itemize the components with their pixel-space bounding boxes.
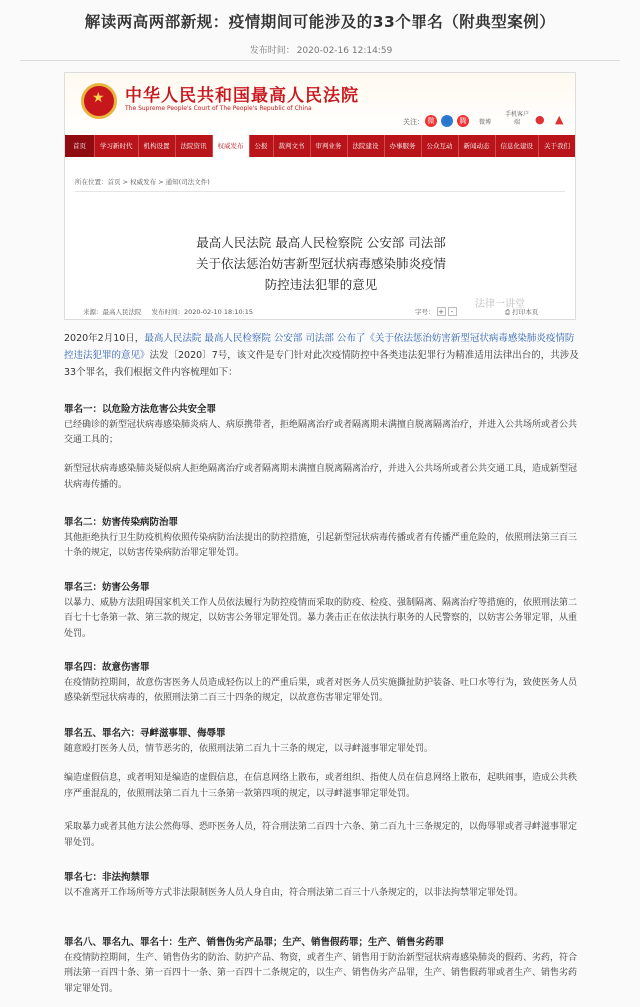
- doc-source: 来源：最高人民法院: [83, 308, 142, 316]
- nav-item[interactable]: 学习新时代: [95, 135, 139, 157]
- nav-item[interactable]: 办事服务: [385, 135, 422, 157]
- tencent-icon[interactable]: 腾: [457, 115, 469, 127]
- mobile-client-link[interactable]: 手机客户端: [505, 111, 530, 126]
- crime-paragraph: 已经确诊的新型冠状病毒感染肺炎病人、病原携带者，拒绝隔离治疗或者隔离期未满擅自脱离隔离治疗，并进入公共场所或者公共交通工具的；: [64, 419, 578, 445]
- intro-paragraph: 2020年2月10日，最高人民法院 最高人民检察院 公安部 司法部 公布了《关于依法惩治妨害新型冠状病毒感染肺炎疫情防控违法犯罪的意见》法发〔2020〕7号，该文件是专门针对此次疫情防控中各类违法犯罪行为精准适用法律出台的，共涉及33个罪名，我们根据文件内容梳理如下：: [64, 333, 579, 378]
- crime-paragraph: 随意殴打医务人员，情节恶劣的，依照刑法第二百九十三条的规定，以寻衅滋事罪定罪处罚。: [64, 743, 434, 754]
- court-screenshot: [64, 72, 576, 320]
- crime-heading: 罪名八、罪名九、罪名十：生产、销售伪劣产品罪；生产、销售假药罪；生产、销售劣药罪: [64, 937, 445, 948]
- breadcrumb-divider: [75, 191, 565, 192]
- doc-time: 发布时间：2020-02-10 18:10:15: [151, 308, 254, 316]
- nav-home[interactable]: 首页: [65, 135, 95, 157]
- crime-section: [64, 580, 579, 642]
- crime-paragraph: 以不准离开工作场所等方式非法限制医务人员人身自由，符合刑法第二百三十八条规定的，以非法拘禁罪定罪处罚。: [64, 887, 524, 898]
- crime-paragraph: 新型冠状病毒感染肺炎疑似病人拒绝隔离治疗或者隔离期未满擅自脱离隔离治疗，并进入公共场所或者公共交通工具，造成新型冠状病毒传播的。: [64, 464, 578, 490]
- font-increase-button[interactable]: +: [438, 308, 444, 316]
- nav-item[interactable]: 裁判文书: [274, 135, 311, 157]
- crime-paragraph: 其他拒绝执行卫生防疫机构依照传染病防治法提出的防控措施，引起新型冠状病毒传播或者有传播严重危险的，依照刑法第三百三十条的规定，以妨害传染病防治罪定罪处罚。: [64, 532, 578, 558]
- nav-item[interactable]: 审判业务: [311, 135, 348, 157]
- nav-item[interactable]: 法院资讯: [176, 135, 213, 157]
- doc-issuers: 最高人民法院 最高人民检察院 公安部 司法部: [196, 235, 446, 250]
- doc-title-line1: 关于依法惩治妨害新型冠状病毒感染肺炎疫情: [195, 256, 446, 271]
- watermark: 法律一讲堂: [475, 299, 525, 310]
- print-button[interactable]: ⎙ 打印本页: [505, 308, 539, 316]
- crime-heading: 罪名二：妨害传染病防治罪: [64, 517, 179, 528]
- page-title: 解读两高两部新规：疫情期间可能涉及的33个罪名（附典型案例）: [84, 13, 556, 31]
- nav-item[interactable]: 关于我们: [539, 135, 576, 157]
- breadcrumb: 所在位置：首页 > 权威发布 > 通知(司法文件): [75, 178, 210, 186]
- court-header: [65, 73, 576, 135]
- national-emblem-icon: [81, 83, 117, 119]
- doc-meta: [83, 307, 263, 316]
- publish-time: 发布时间： 2020-02-16 12:14:59: [249, 46, 393, 56]
- crime-section: [64, 771, 579, 802]
- nav-item[interactable]: 公报: [250, 135, 274, 157]
- doc-title-line2: 防控违法犯罪的意见: [264, 277, 378, 292]
- crime-section: [64, 515, 579, 562]
- crime-heading: 罪名五、罪名六：寻衅滋事罪、侮辱罪: [64, 728, 226, 739]
- issuers-link[interactable]: 最高人民法院 最高人民检察院 公安部 司法部: [144, 333, 334, 344]
- court-name-en: The Supreme People's Court of The People's Republic of China: [125, 105, 312, 112]
- crime-heading: 罪名四：故意伤害罪: [64, 662, 150, 673]
- nav-item[interactable]: 法院建设: [348, 135, 385, 157]
- crime-section: [64, 870, 579, 901]
- weibo-label[interactable]: 微博: [479, 119, 492, 126]
- crime-section: [64, 935, 579, 997]
- crime-section: [64, 402, 579, 449]
- nav-item[interactable]: 公众互动: [422, 135, 459, 157]
- apple-icon[interactable]: ●: [535, 113, 545, 126]
- crime-paragraph: 以暴力、威胁方法阻碍国家机关工作人员依法履行为防控疫情而采取的防疫、检疫、强制隔离、隔离治疗等措施的，依照刑法第二百七十七条第一款、第三款的规定，以妨害公务罪定罪处罚。暴力袭击正在依法执行职务的人民警察的，以妨害公务罪定罪，从重处罚。: [64, 597, 578, 639]
- crime-paragraph: 采取暴力或者其他方法公然侮辱、恐吓医务人员，符合刑法第二百四十六条、第二百九十三条规定的，以侮辱罪或者寻衅滋事罪定罪处罚。: [64, 822, 578, 848]
- crime-section: [64, 726, 579, 757]
- follow-label: 关注：: [403, 118, 424, 126]
- crime-section: [64, 820, 579, 851]
- crime-paragraph: 编造虚假信息，或者明知是编造的虚假信息，在信息网络上散布，或者组织、指使人员在信息网络上散布，起哄闹事，造成公共秩序严重混乱的，依照刑法第二百九十三条第一款第四项的规定，以寻衅滋事罪定罪处罚。: [64, 773, 578, 799]
- crime-heading: 罪名一：以危险方法危害公共安全罪: [64, 404, 217, 415]
- crime-heading: 罪名三：妨害公务罪: [64, 582, 150, 593]
- font-decrease-button[interactable]: -: [448, 307, 457, 316]
- title-divider: [20, 60, 620, 61]
- crime-paragraph: 在疫情防控期间，故意伤害医务人员造成轻伤以上的严重后果，或者对医务人员实施撕扯防护装备、吐口水等行为，致使医务人员感染新型冠状病毒的，依照刑法第二百三十四条的规定，以故意伤害罪定罪处罚。: [64, 677, 578, 703]
- crime-heading: 罪名七：非法拘禁罪: [64, 872, 150, 883]
- fontsize-control: 字号： + -: [415, 307, 457, 316]
- nav-item[interactable]: 信息化建设: [496, 135, 540, 157]
- document-link[interactable]: 《关于依法惩治妨害新型冠状病毒感染肺炎疫情防控违法犯罪的意见》: [64, 333, 575, 361]
- nav-item[interactable]: 机构设置: [139, 135, 176, 157]
- nav-item[interactable]: 新闻动态: [459, 135, 496, 157]
- print-icon: ⎙: [505, 308, 513, 316]
- wechat-icon[interactable]: 信: [441, 115, 453, 127]
- crime-paragraph: 在疫情防控期间，生产、销售伪劣的防治、防护产品、物资，或者生产、销售用于防治新型冠状病毒感染肺炎的假药、劣药，符合刑法第一百四十条、第一百四十一条、第一百四十二条规定的，以生产、销售伪劣产品罪，生产、销售假药罪或者生产、销售劣药罪定罪处罚。: [64, 952, 578, 994]
- weibo-icon[interactable]: 微: [425, 115, 437, 127]
- crime-section: [64, 462, 579, 493]
- court-nav: [65, 135, 576, 157]
- android-icon[interactable]: ▲: [555, 113, 564, 126]
- nav-item-active[interactable]: 权威发布: [213, 135, 250, 157]
- crime-section: [64, 660, 579, 707]
- social-icons: [425, 115, 469, 127]
- court-name: 中华人民共和国最高人民法院: [125, 86, 359, 106]
